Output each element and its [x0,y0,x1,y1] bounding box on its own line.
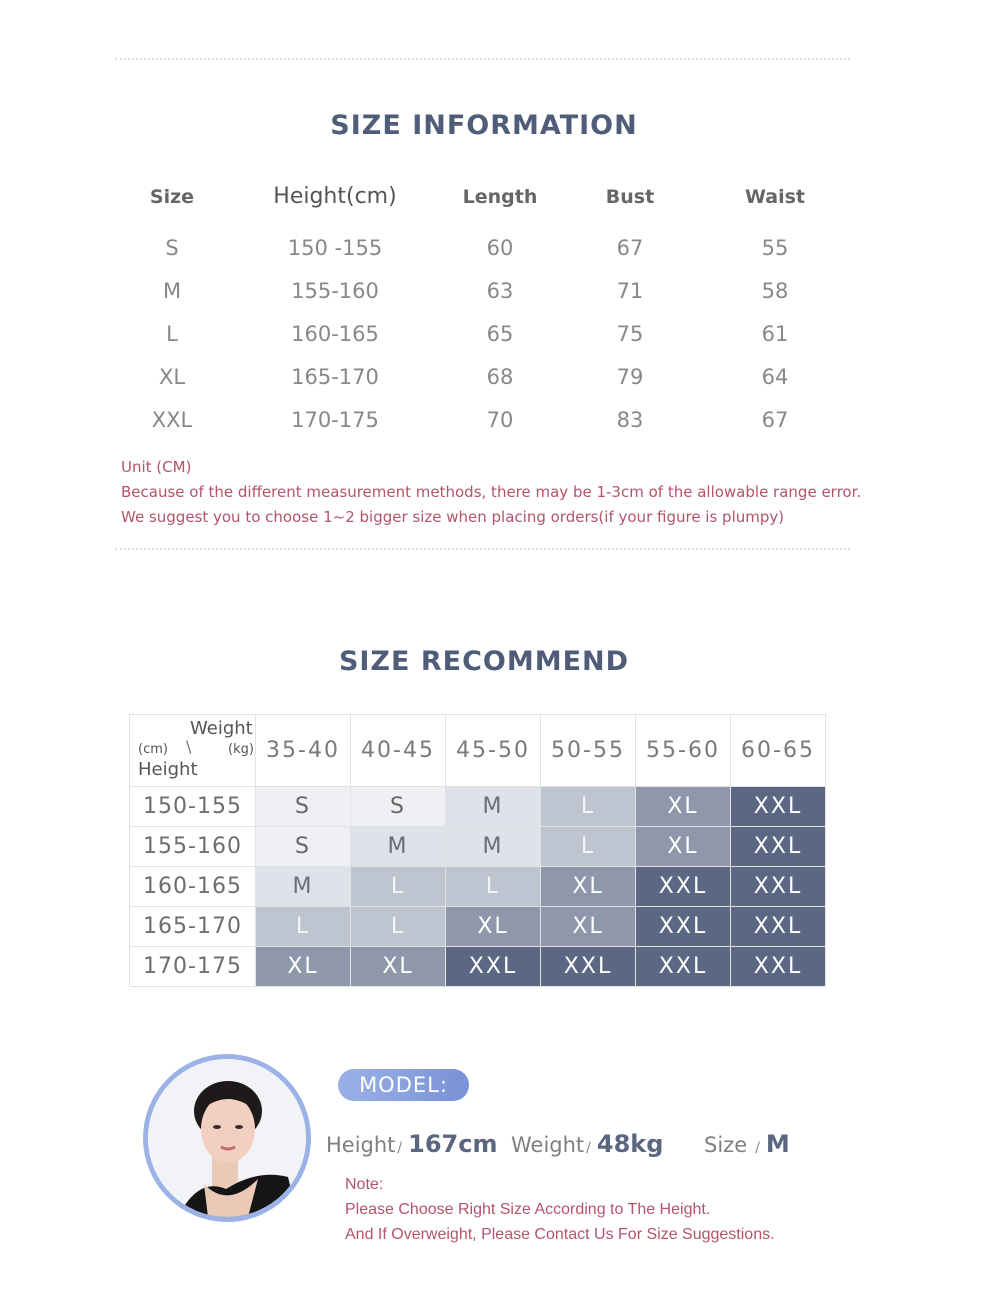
grid-row [130,867,826,907]
separator: / [755,1140,760,1156]
height-row-label: 150-155 [130,787,256,827]
table-cell: 75 [616,322,644,346]
separator: / [586,1140,591,1156]
size-cell: XXL [731,867,826,907]
weight-header-cell: 50-55 [541,715,636,787]
table-cell: 60 [486,236,514,260]
grid-header-row [130,715,826,787]
model-size-label: Size [704,1133,748,1157]
grid-corner-cell [130,715,256,787]
model-portrait-image [148,1059,306,1217]
size-cell: XL [636,787,731,827]
table-cell: 150 -155 [287,236,383,260]
size-cell: L [256,907,351,947]
size-cell: XL [636,827,731,867]
weight-header-cell: 35-40 [256,715,351,787]
unit-note: Unit (CM) [121,458,192,476]
suggestion-note: We suggest you to choose 1~2 bigger size when placing orders(if your figure is plumpy) [121,508,785,526]
size-cell: S [351,787,446,827]
table-cell: XL [158,365,186,389]
size-cell: XXL [731,947,826,987]
table-cell: 71 [616,279,644,303]
weight-header-cell: 55-60 [636,715,731,787]
grid-row [130,827,826,867]
table-cell: M [162,279,182,303]
table-cell: 165-170 [291,365,379,389]
size-cell: S [256,787,351,827]
model-weight-value: 48kg [596,1130,664,1158]
table-cell: 68 [486,365,514,389]
size-recommend-grid [129,714,826,987]
model-size-value: M [765,1130,790,1158]
model-note [345,1172,775,1247]
table-row [110,279,870,322]
size-recommend-title: SIZE RECOMMEND [338,646,630,677]
corner-weight-label: Weight [190,718,253,739]
corner-height-label: Height [138,759,198,780]
size-cell: L [541,827,636,867]
corner-slash: \ [186,737,192,756]
model-weight-stat [511,1130,663,1158]
size-cell: XL [541,907,636,947]
table-row [110,408,870,451]
table-cell: 58 [761,279,789,303]
model-badge: MODEL: [338,1069,469,1101]
size-cell: L [541,787,636,827]
size-cell: L [351,867,446,907]
size-cell: XL [446,907,541,947]
grid-row [130,947,826,987]
table-cell: 79 [616,365,644,389]
size-cell: XXL [541,947,636,987]
header-size: Size [149,186,195,208]
size-cell: XXL [636,907,731,947]
height-row-label: 160-165 [130,867,256,907]
top-divider [115,58,850,60]
note-title: Note: [345,1176,384,1193]
table-cell: 65 [486,322,514,346]
weight-header-cell: 60-65 [731,715,826,787]
grid-row [130,907,826,947]
table-cell: 61 [761,322,789,346]
size-cell: XXL [636,947,731,987]
table-cell: XXL [151,408,193,432]
table-cell: 67 [761,408,789,432]
size-cell: XXL [731,827,826,867]
table-cell: 63 [486,279,514,303]
height-row-label: 170-175 [130,947,256,987]
weight-header-cell: 40-45 [351,715,446,787]
size-cell: L [351,907,446,947]
grid-row [130,787,826,827]
size-cell: L [446,867,541,907]
table-cell: 170-175 [291,408,379,432]
table-cell: 64 [761,365,789,389]
size-notes [121,455,861,530]
size-cell: M [351,827,446,867]
table-cell: 55 [761,236,789,260]
model-height-label: Height [326,1133,396,1157]
corner-kg-label: (kg) [228,742,254,757]
note-line-1: Please Choose Right Size According to The Height. [345,1201,711,1218]
table-cell: 67 [616,236,644,260]
table-cell: L [166,322,178,346]
note-line-2: And If Overweight, Please Contact Us For Size Suggestions. [345,1226,775,1243]
size-cell: M [256,867,351,907]
table-row [110,322,870,365]
header-waist: Waist [744,186,805,208]
size-cell: M [446,787,541,827]
model-size-stat [704,1130,790,1158]
table-header-row [110,178,870,221]
header-length: Length [462,186,538,208]
table-cell: 83 [616,408,644,432]
height-row-label: 155-160 [130,827,256,867]
model-height-value: 167cm [408,1130,498,1158]
size-cell: M [446,827,541,867]
weight-header-cell: 45-50 [446,715,541,787]
header-bust: Bust [605,186,655,208]
separator: / [397,1140,403,1156]
corner-cm-label: (cm) [138,742,168,757]
height-row-label: 165-170 [130,907,256,947]
size-information-title: SIZE INFORMATION [330,110,638,141]
model-height-stat [326,1130,497,1158]
middle-divider [115,548,850,550]
model-avatar [143,1054,311,1222]
size-cell: XL [351,947,446,987]
size-cell: XXL [636,867,731,907]
size-cell: XXL [731,907,826,947]
size-cell: XXL [446,947,541,987]
table-cell: S [165,236,179,260]
table-row [110,365,870,408]
table-cell: 160-165 [291,322,379,346]
model-weight-label: Weight [511,1133,585,1157]
size-cell: XL [541,867,636,907]
size-cell: XXL [731,787,826,827]
size-information-table [110,178,870,436]
measurement-note: Because of the different measurement methods, there may be 1-3cm of the allowable range error. [121,483,862,501]
header-height: Height(cm) [273,184,397,209]
table-cell: 70 [486,408,514,432]
table-cell: 155-160 [291,279,379,303]
size-cell: S [256,827,351,867]
size-cell: XL [256,947,351,987]
table-row [110,236,870,279]
